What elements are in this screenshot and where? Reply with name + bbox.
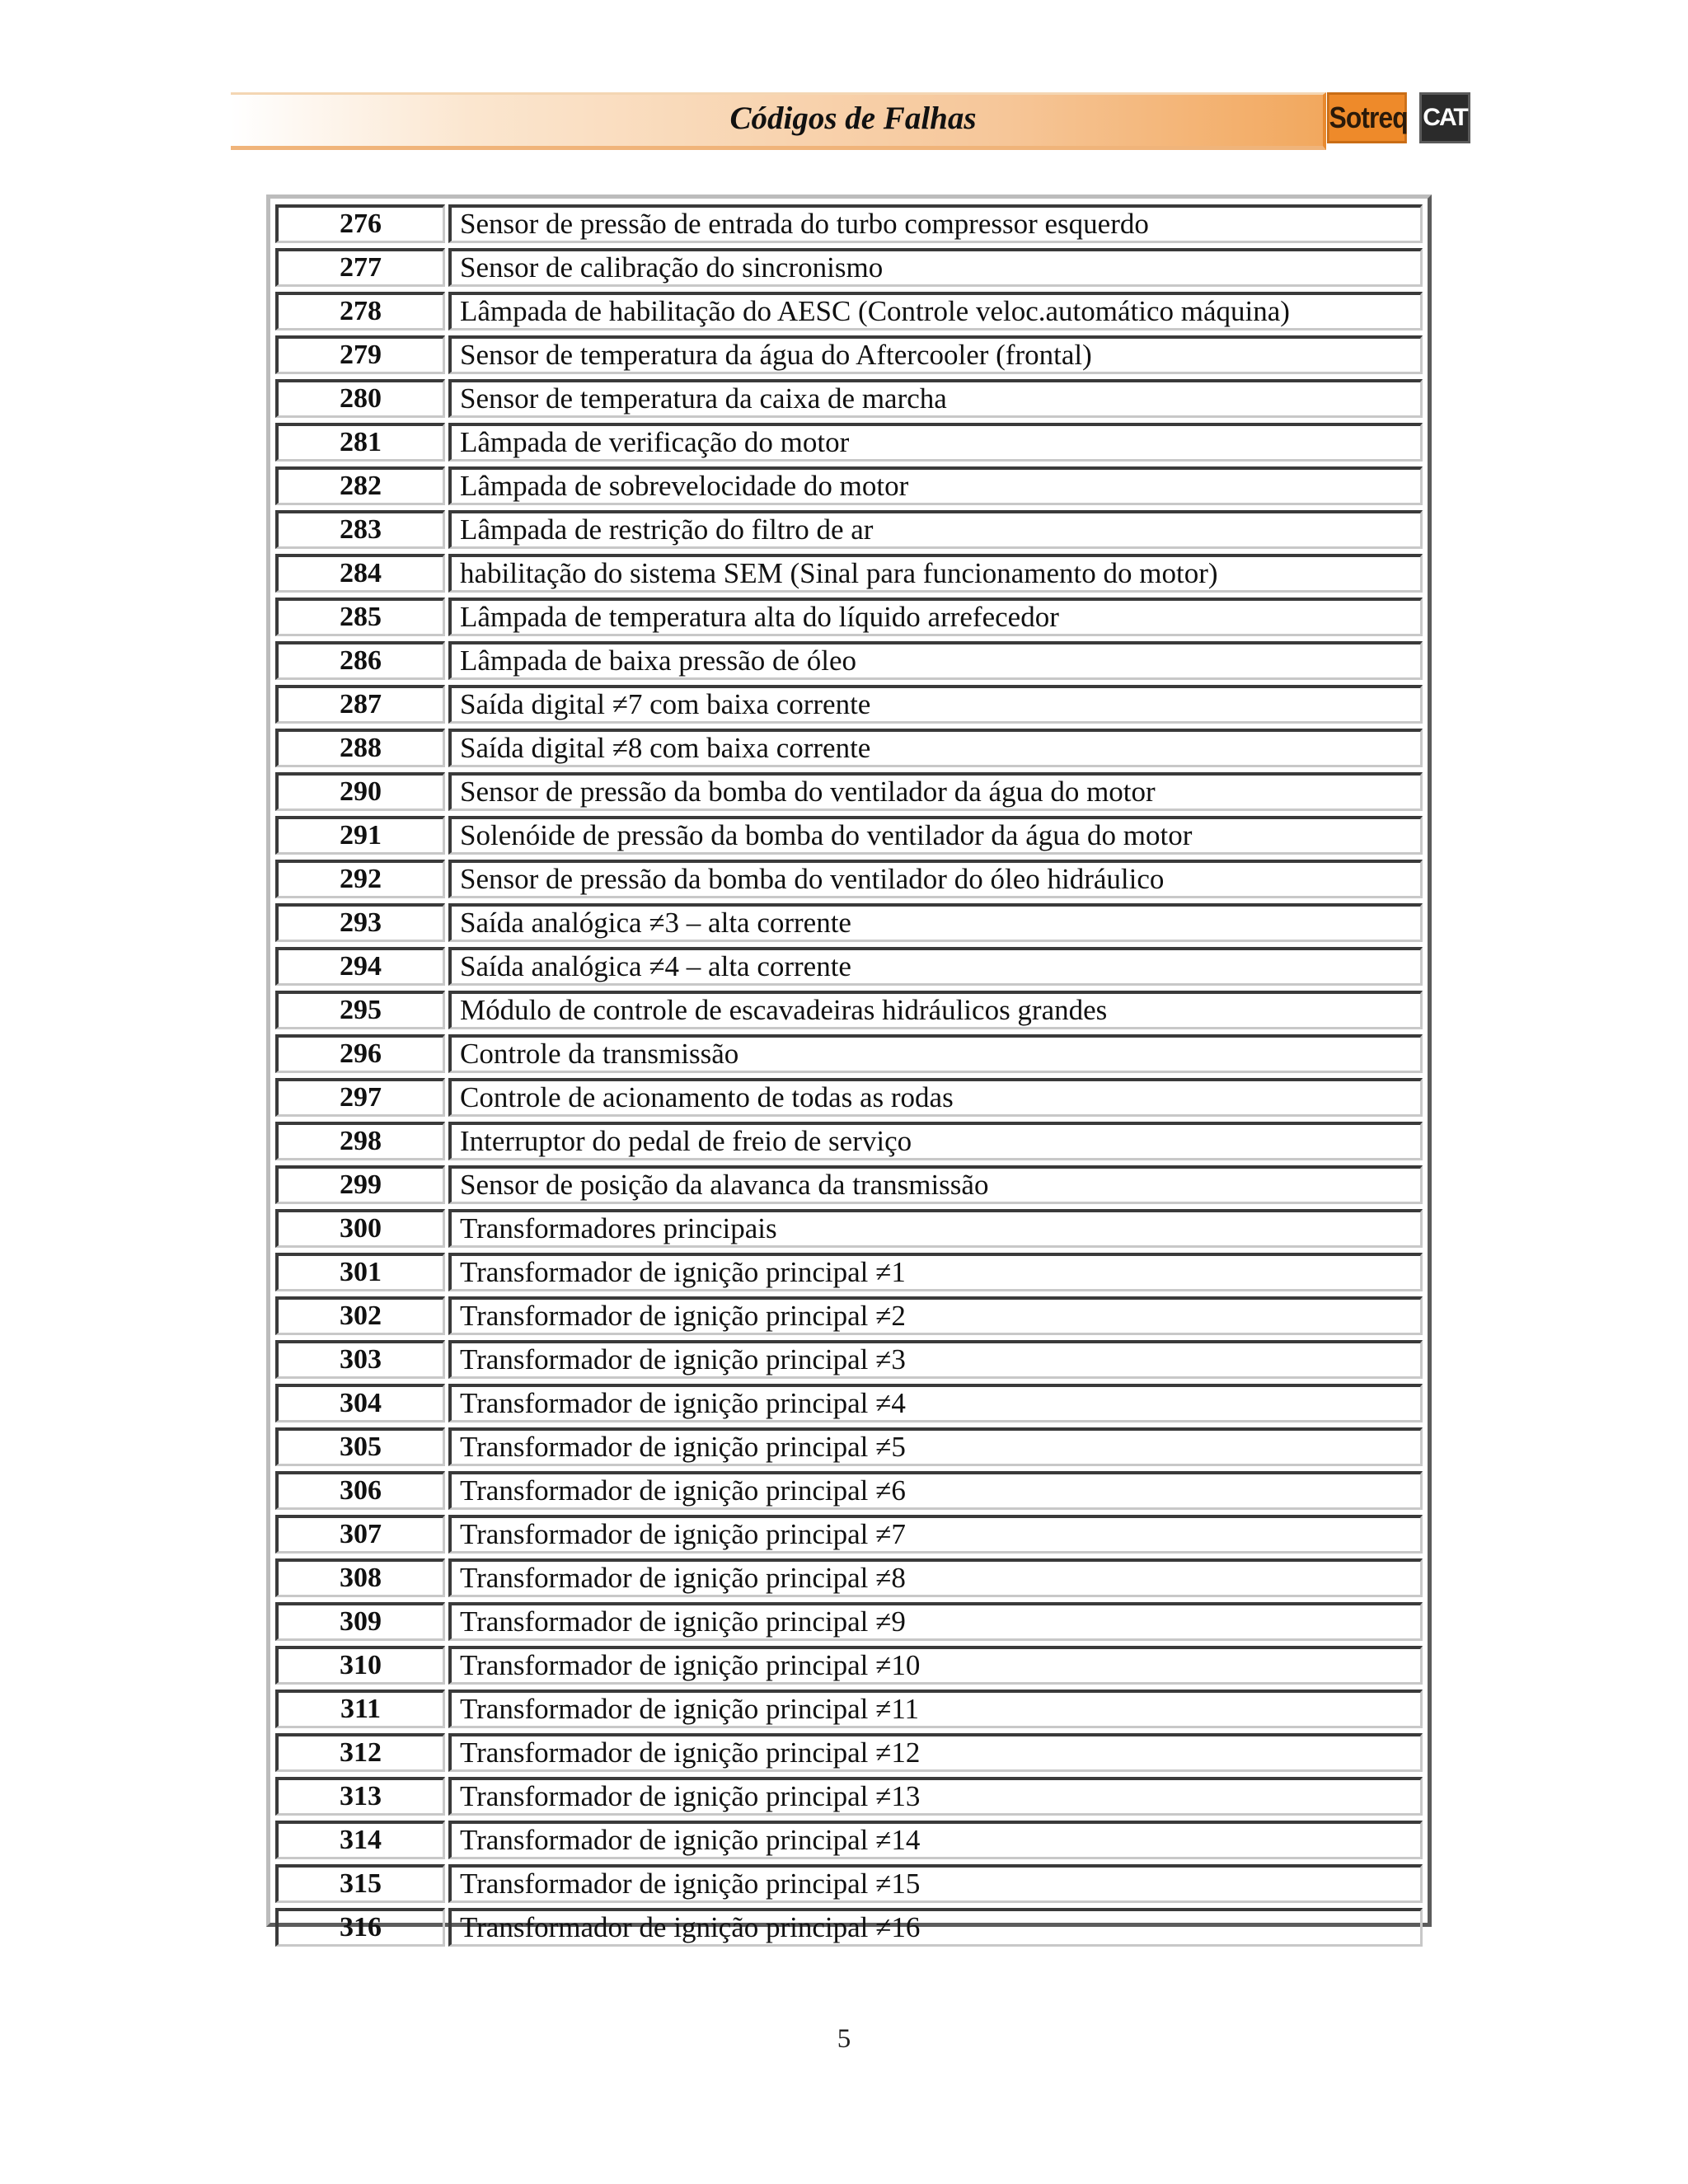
fault-code: 308 xyxy=(275,1558,445,1597)
table-row xyxy=(275,857,1423,901)
table-row xyxy=(275,551,1423,595)
fault-code: 284 xyxy=(275,554,445,593)
table-row xyxy=(275,988,1423,1032)
fault-code: 282 xyxy=(275,466,445,505)
table-row xyxy=(275,202,1423,246)
table-row xyxy=(275,1338,1423,1381)
fault-description: habilitação do sistema SEM (Sinal para funcionamento do motor) xyxy=(448,554,1423,593)
fault-code: 290 xyxy=(275,772,445,811)
page-number: 5 xyxy=(837,2024,851,2054)
table-row xyxy=(275,1512,1423,1556)
cat-logo-icon: CAT xyxy=(1419,92,1470,143)
table-row xyxy=(275,1643,1423,1687)
fault-code: 296 xyxy=(275,1034,445,1073)
fault-description: Transformador de ignição principal ≠1 xyxy=(448,1253,1423,1291)
fault-description: Sensor de pressão de entrada do turbo compressor esquerdo xyxy=(448,204,1423,243)
fault-code: 287 xyxy=(275,685,445,724)
fault-description: Saída analógica ≠4 – alta corrente xyxy=(448,947,1423,986)
fault-code: 313 xyxy=(275,1777,445,1816)
fault-code: 307 xyxy=(275,1515,445,1554)
table-row xyxy=(275,246,1423,289)
table-row xyxy=(275,770,1423,813)
table-row xyxy=(275,726,1423,770)
table-row xyxy=(275,1905,1423,1949)
fault-description: Transformador de ignição principal ≠16 xyxy=(448,1908,1423,1947)
fault-code: 280 xyxy=(275,379,445,418)
table-row xyxy=(275,1687,1423,1731)
fault-code: 281 xyxy=(275,423,445,462)
table-row xyxy=(275,1381,1423,1425)
fault-code: 310 xyxy=(275,1646,445,1685)
table-row xyxy=(275,1731,1423,1774)
fault-description: Sensor de pressão da bomba do ventilador do óleo hidráulico xyxy=(448,860,1423,898)
fault-code: 309 xyxy=(275,1602,445,1641)
table-row xyxy=(275,1119,1423,1163)
fault-description: Lâmpada de restrição do filtro de ar xyxy=(448,510,1423,549)
table-row xyxy=(275,595,1423,639)
fault-description: Transformador de ignição principal ≠8 xyxy=(448,1558,1423,1597)
fault-description: Transformador de ignição principal ≠14 xyxy=(448,1821,1423,1859)
table-row xyxy=(275,1469,1423,1512)
table-row xyxy=(275,639,1423,682)
fault-code: 306 xyxy=(275,1471,445,1510)
fault-description: Transformador de ignição principal ≠9 xyxy=(448,1602,1423,1641)
table-row xyxy=(275,901,1423,944)
fault-code: 291 xyxy=(275,816,445,855)
table-row xyxy=(275,1556,1423,1600)
table-row xyxy=(275,1076,1423,1119)
table-row xyxy=(275,464,1423,508)
fault-description: Transformador de ignição principal ≠12 xyxy=(448,1733,1423,1772)
fault-description: Transformadores principais xyxy=(448,1209,1423,1248)
fault-description: Transformador de ignição principal ≠7 xyxy=(448,1515,1423,1554)
fault-description: Saída analógica ≠3 – alta corrente xyxy=(448,903,1423,942)
fault-description: Sensor de temperatura da caixa de marcha xyxy=(448,379,1423,418)
fault-code: 279 xyxy=(275,335,445,374)
fault-description: Transformador de ignição principal ≠4 xyxy=(448,1384,1423,1422)
table-row xyxy=(275,289,1423,333)
table-row xyxy=(275,1425,1423,1469)
fault-code: 316 xyxy=(275,1908,445,1947)
fault-code: 295 xyxy=(275,991,445,1029)
fault-description: Transformador de ignição principal ≠3 xyxy=(448,1340,1423,1379)
sotreq-logo: Sotreq xyxy=(1327,92,1407,143)
fault-description: Controle da transmissão xyxy=(448,1034,1423,1073)
fault-code: 315 xyxy=(275,1864,445,1903)
fault-code: 288 xyxy=(275,729,445,767)
table-row xyxy=(275,420,1423,464)
page-title: Códigos de Falhas xyxy=(729,101,977,136)
fault-description: Transformador de ignição principal ≠13 xyxy=(448,1777,1423,1816)
fault-code: 302 xyxy=(275,1296,445,1335)
fault-description: Controle de acionamento de todas as rodas xyxy=(448,1078,1423,1117)
fault-description: Transformador de ignição principal ≠11 xyxy=(448,1690,1423,1728)
fault-code: 292 xyxy=(275,860,445,898)
fault-code: 305 xyxy=(275,1427,445,1466)
table-body xyxy=(275,202,1423,1943)
fault-code: 278 xyxy=(275,292,445,330)
fault-description: Interruptor do pedal de freio de serviço xyxy=(448,1122,1423,1160)
fault-code: 276 xyxy=(275,204,445,243)
table-row xyxy=(275,1818,1423,1862)
fault-description: Lâmpada de sobrevelocidade do motor xyxy=(448,466,1423,505)
fault-code-table xyxy=(266,194,1432,1943)
fault-code: 299 xyxy=(275,1165,445,1204)
table-row xyxy=(275,333,1423,377)
fault-description: Lâmpada de verificação do motor xyxy=(448,423,1423,462)
fault-description: Saída digital ≠7 com baixa corrente xyxy=(448,685,1423,724)
table-row xyxy=(275,1600,1423,1643)
fault-code: 285 xyxy=(275,598,445,636)
fault-description: Sensor de calibração do sincronismo xyxy=(448,248,1423,287)
fault-description: Lâmpada de habilitação do AESC (Controle veloc.automático máquina) xyxy=(448,292,1423,330)
fault-description: Saída digital ≠8 com baixa corrente xyxy=(448,729,1423,767)
fault-description: Transformador de ignição principal ≠5 xyxy=(448,1427,1423,1466)
fault-description: Transformador de ignição principal ≠6 xyxy=(448,1471,1423,1510)
fault-code: 298 xyxy=(275,1122,445,1160)
table-row xyxy=(275,1032,1423,1076)
fault-description: Sensor de temperatura da água do Aftercooler (frontal) xyxy=(448,335,1423,374)
fault-description: Solenóide de pressão da bomba do ventilador da água do motor xyxy=(448,816,1423,855)
table-row xyxy=(275,1207,1423,1250)
fault-description: Sensor de posição da alavanca da transmissão xyxy=(448,1165,1423,1204)
fault-description: Transformador de ignição principal ≠2 xyxy=(448,1296,1423,1335)
fault-code: 283 xyxy=(275,510,445,549)
fault-code: 303 xyxy=(275,1340,445,1379)
table-row xyxy=(275,944,1423,988)
table-row xyxy=(275,1163,1423,1207)
fault-code: 286 xyxy=(275,641,445,680)
fault-description: Transformador de ignição principal ≠10 xyxy=(448,1646,1423,1685)
table-row xyxy=(275,682,1423,726)
fault-code: 277 xyxy=(275,248,445,287)
fault-code: 314 xyxy=(275,1821,445,1859)
fault-code: 304 xyxy=(275,1384,445,1422)
fault-code: 312 xyxy=(275,1733,445,1772)
fault-description: Lâmpada de baixa pressão de óleo xyxy=(448,641,1423,680)
fault-code: 301 xyxy=(275,1253,445,1291)
table-row xyxy=(275,377,1423,420)
table-row xyxy=(275,1294,1423,1338)
fault-code: 294 xyxy=(275,947,445,986)
fault-code: 300 xyxy=(275,1209,445,1248)
fault-code: 293 xyxy=(275,903,445,942)
table-row xyxy=(275,508,1423,551)
fault-code: 311 xyxy=(275,1690,445,1728)
fault-description: Sensor de pressão da bomba do ventilador da água do motor xyxy=(448,772,1423,811)
table-row xyxy=(275,1862,1423,1905)
table-row xyxy=(275,1250,1423,1294)
fault-description: Transformador de ignição principal ≠15 xyxy=(448,1864,1423,1903)
fault-description: Lâmpada de temperatura alta do líquido arrefecedor xyxy=(448,598,1423,636)
table-row xyxy=(275,1774,1423,1818)
fault-description: Módulo de controle de escavadeiras hidráulicos grandes xyxy=(448,991,1423,1029)
fault-code: 297 xyxy=(275,1078,445,1117)
table-row xyxy=(275,813,1423,857)
